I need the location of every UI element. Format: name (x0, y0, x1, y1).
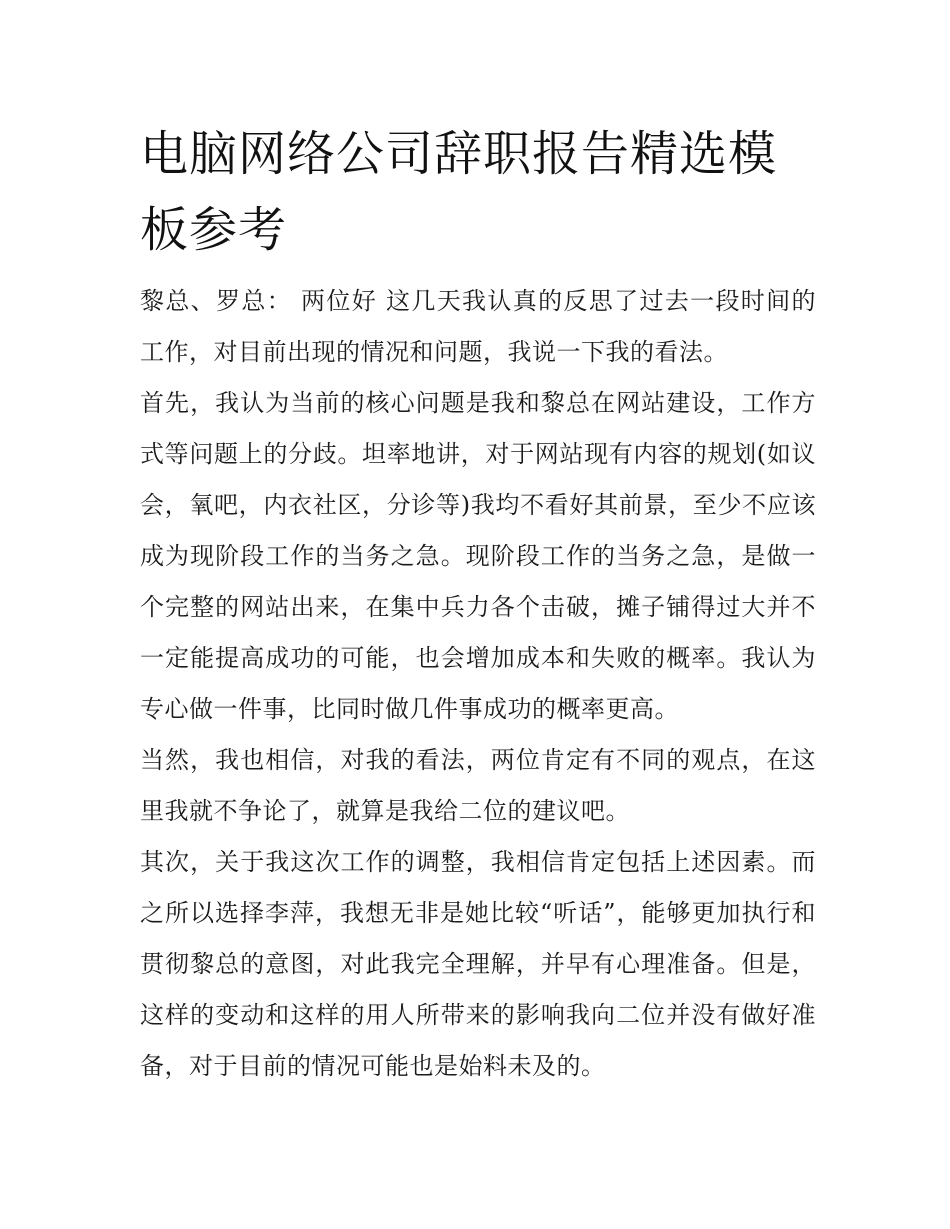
document-body (140, 276, 816, 1092)
paragraph-acknowledgement: 当然，我也相信，对我的看法，两位肯定有不同的观点，在这里我就不争论了，就算是我给二位的建议吧。 (140, 746, 816, 825)
paragraph-second-point: 其次，关于我这次工作的调整，我相信肯定包括上述因素。而之所以选择李萍，我想无非是她比较“听话”，能够更加执行和贯彻黎总的意图，对此我完全理解，并早有心理准备。但是，这样的变动和这样的用人所带来的影响我向二位并没有做好准备，对于目前的情况可能也是始料未及的。 (140, 848, 816, 1080)
document-title: 电脑网络公司辞职报告精选模板参考 (140, 126, 778, 258)
paragraph-first-point: 首先，我认为当前的核心问题是我和黎总在网站建设，工作方式等问题上的分歧。坦率地讲，对于网站现有内容的规划(如议会，氧吧，内衣社区，分诊等)我均不看好其前景，至少不应该成为现阶段工作的当务之急。现阶段工作的当务之急，是做一个完整的网站出来，在集中兵力各个击破，摊子铺得过大并不一定能提高成功的可能，也会增加成本和失败的概率。我认为专心做一件事，比同时做几件事成功的概率更高。 (140, 389, 816, 723)
paragraph-greeting: 黎总、罗总： 两位好 这几天我认真的反思了过去一段时间的工作，对目前出现的情况和问题，我说一下我的看法。 (140, 287, 816, 366)
